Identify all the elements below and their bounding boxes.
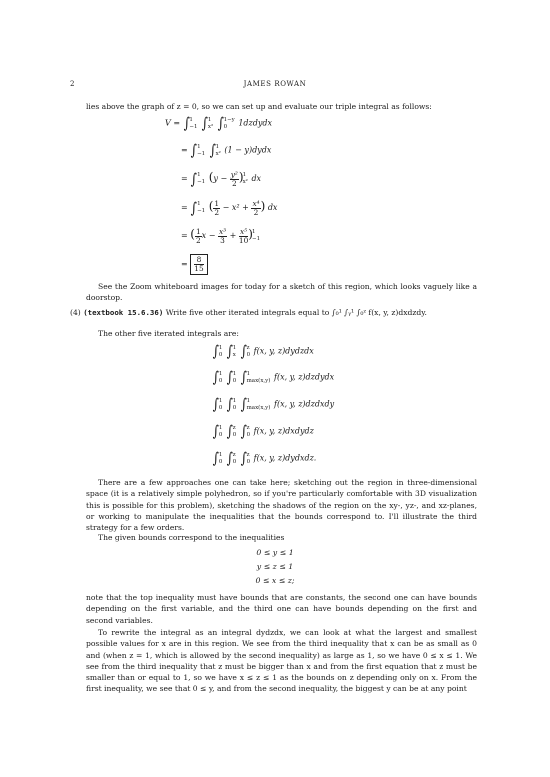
given-bounds-paragraph: The given bounds correspond to the inequalities: [98, 533, 285, 542]
eq-line-1: V = ∫ 1 −1 ∫ 1 x² ∫ 1−y 0 1dzdydx: [165, 114, 273, 132]
inequality-3: 0 ≤ x ≤ z;: [255, 576, 295, 585]
eq-line-4-dx: dx: [267, 203, 278, 212]
page-header: [0, 80, 550, 92]
iterated-integral-1: ∫ 1 0 ∫ 1 x ∫ z 0 f(x, y, z)dydzdx: [212, 342, 314, 360]
eq-line-6: = $\frac{8}{15}$: [181, 254, 208, 275]
iterated-integral-4: ∫ 1 0 ∫ z 0 ∫ z 0 f(x, y, z)dxdydz: [212, 422, 314, 440]
approach-paragraph: There are a few approaches one can take here; sketching out the region in three-dimensional space (it is a relatively simple polyhedron, so if you're particularly comfortable with 3D visualization this is possible for this problem), sketching the shadows of the region on the xy-, yz-, and xz-planes, or working to manipulate the inequalities that the bounds correspond to. I'll illustrate the third strategy for a few orders.: [86, 478, 477, 533]
iterated-integral-2: ∫ 1 0 ∫ 1 0 ∫ 1 max(x,y) f(x, y, z)dzdydx: [212, 368, 335, 386]
eq-lhs: V =: [165, 118, 181, 128]
eq-line-1-integrand: 1dzdydx: [238, 118, 273, 128]
eq-line-3-dx: dx: [251, 174, 262, 183]
eq-line-3: = ∫ 1 −1 (y − $\frac{\text{y²}}{2}$ ) 1 x² dx: [181, 169, 262, 188]
note-paragraph: note that the top inequality must have bounds that are constants, the second one can have bounds depending on the first variable, and the third one can have bounds depending on the first and second variables.: [86, 593, 477, 625]
problem-label: (4): [70, 308, 81, 317]
problem-4: [70, 307, 480, 318]
boxed-result: $\frac{8}{15}$: [190, 254, 207, 275]
eq-line-2: = ∫ 1 −1 ∫ 1 x² (1 − y)dydx: [181, 141, 272, 159]
problem-source: (textbook 15.6.36): [83, 308, 164, 317]
inequality-2: y ≤ z ≤ 1: [256, 562, 294, 571]
iterated-integral-3: ∫ 1 0 ∫ 1 0 ∫ 1 max(x,y) f(x, y, z)dzdxdy: [212, 395, 335, 413]
running-head: JAMES ROWAN: [243, 80, 307, 88]
zoom-paragraph: See the Zoom whiteboard images for today for a sketch of this region, which looks vaguely like a doorstop.: [86, 282, 477, 303]
problem-text: Write five other iterated integrals equal to ∫₀¹ ∫ᵧ¹ ∫₀ᶻ f(x, y, z)dxdzdy.: [165, 308, 427, 317]
iterated-integral-5: ∫ 1 0 ∫ z 0 ∫ z 0 f(x, y, z)dydxdz.: [212, 449, 317, 467]
inequality-1: 0 ≤ y ≤ 1: [256, 548, 294, 557]
page-number: 2: [70, 80, 76, 88]
intro-paragraph: lies above the graph of z = 0, so we can set up and evaluate our triple integral as follows:: [86, 102, 432, 111]
eq-line-2-integrand: (1 − y)dydx: [224, 145, 272, 155]
rewrite-paragraph: To rewrite the integral as an integral dydzdx, we can look at what the largest and smallest possible values for x are in this region. We see from the third inequality that x can be as small as 0 and (when z = 1, which is allowed by the second inequality) as large as 1, so we have 0 ≤ x ≤ 1. We see from the third inequality that z must be bigger than x and from the first equation that z must be smaller than or equal to 1, so we have x ≤ z ≤ 1 as the bounds on z depending only on x. From the first inequality, we see that 0 ≤ y, and from the second inequality, the biggest y can be at any point: [86, 628, 477, 694]
eq-line-5: = ( $\frac{1}{2}$ x − $\frac{\text{x³}}{3}$ + $\frac{\text{x⁵}}{10}$ ) 1 −1: [181, 226, 261, 245]
eq-line-4: = ∫ 1 −1 ( $\frac{1}{2}$ − x² + $\frac{\text{x⁴}}{2}$ ) dx: [181, 198, 278, 217]
other-integrals-intro: The other five iterated integrals are:: [98, 329, 239, 338]
